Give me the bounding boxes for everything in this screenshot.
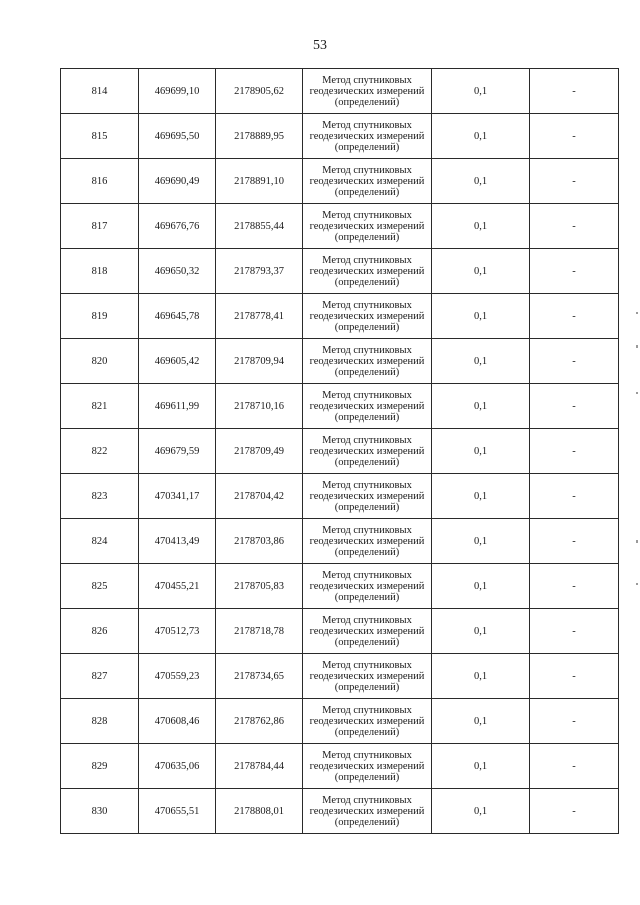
method-text-line: (определений)	[334, 816, 400, 828]
method-text-line: (определений)	[334, 546, 400, 558]
table-row	[61, 384, 619, 429]
note-cell: -	[530, 114, 619, 159]
y-coordinate-cell: 2178705,83	[216, 564, 303, 609]
note-cell: -	[530, 654, 619, 699]
method-text-line: Метод спутниковых	[322, 569, 412, 581]
precision-cell: 0,1	[432, 609, 530, 654]
precision-cell: 0,1	[432, 384, 530, 429]
method-cell	[303, 294, 432, 339]
point-number-cell: 814	[61, 69, 139, 114]
scan-margin-mark	[636, 583, 638, 585]
method-text-line: (определений)	[334, 141, 400, 153]
table-row	[61, 519, 619, 564]
table-row	[61, 204, 619, 249]
method-text-line: Метод спутниковых	[322, 74, 412, 86]
point-number-cell: 818	[61, 249, 139, 294]
method-text-line: Метод спутниковых	[322, 344, 412, 356]
table-row	[61, 474, 619, 519]
x-coordinate-cell: 469676,76	[139, 204, 216, 249]
scan-margin-mark	[636, 312, 638, 314]
y-coordinate-cell: 2178718,78	[216, 609, 303, 654]
method-text-line: геодезических измерений	[309, 805, 425, 817]
precision-cell: 0,1	[432, 564, 530, 609]
x-coordinate-cell: 470655,51	[139, 789, 216, 834]
note-cell: -	[530, 339, 619, 384]
table-row	[61, 294, 619, 339]
method-cell	[303, 609, 432, 654]
method-text-line: Метод спутниковых	[322, 299, 412, 311]
point-number-cell: 821	[61, 384, 139, 429]
method-text-line: геодезических измерений	[309, 760, 425, 772]
method-text-line: Метод спутниковых	[322, 749, 412, 761]
method-text-line: Метод спутниковых	[322, 614, 412, 626]
method-text-line: (определений)	[334, 771, 400, 783]
point-number-cell: 824	[61, 519, 139, 564]
note-cell: -	[530, 249, 619, 294]
method-text-line: геодезических измерений	[309, 220, 425, 232]
scan-margin-mark	[636, 540, 638, 543]
y-coordinate-cell: 2178855,44	[216, 204, 303, 249]
precision-cell: 0,1	[432, 519, 530, 564]
point-number-cell: 822	[61, 429, 139, 474]
method-text-line: геодезических измерений	[309, 310, 425, 322]
point-number-cell: 815	[61, 114, 139, 159]
table-row	[61, 699, 619, 744]
y-coordinate-cell: 2178793,37	[216, 249, 303, 294]
x-coordinate-cell: 469645,78	[139, 294, 216, 339]
y-coordinate-cell: 2178778,41	[216, 294, 303, 339]
table-row	[61, 339, 619, 384]
x-coordinate-cell: 470608,46	[139, 699, 216, 744]
method-text-line: геодезических измерений	[309, 580, 425, 592]
method-text-line: Метод спутниковых	[322, 254, 412, 266]
method-text-line: (определений)	[334, 96, 400, 108]
note-cell: -	[530, 69, 619, 114]
y-coordinate-cell: 2178762,86	[216, 699, 303, 744]
method-text-line: (определений)	[334, 456, 400, 468]
method-text-line: Метод спутниковых	[322, 209, 412, 221]
method-text-line: Метод спутниковых	[322, 479, 412, 491]
y-coordinate-cell: 2178784,44	[216, 744, 303, 789]
note-cell: -	[530, 294, 619, 339]
note-cell: -	[530, 159, 619, 204]
method-text-line: (определений)	[334, 186, 400, 198]
method-cell	[303, 789, 432, 834]
note-cell: -	[530, 564, 619, 609]
precision-cell: 0,1	[432, 744, 530, 789]
y-coordinate-cell: 2178734,65	[216, 654, 303, 699]
y-coordinate-cell: 2178709,94	[216, 339, 303, 384]
precision-cell: 0,1	[432, 789, 530, 834]
precision-cell: 0,1	[432, 654, 530, 699]
precision-cell: 0,1	[432, 429, 530, 474]
method-cell	[303, 429, 432, 474]
table-row	[61, 789, 619, 834]
method-text-line: (определений)	[334, 726, 400, 738]
method-text-line: геодезических измерений	[309, 715, 425, 727]
point-number-cell: 827	[61, 654, 139, 699]
point-number-cell: 826	[61, 609, 139, 654]
method-cell	[303, 654, 432, 699]
point-number-cell: 829	[61, 744, 139, 789]
x-coordinate-cell: 469650,32	[139, 249, 216, 294]
method-cell	[303, 159, 432, 204]
page-number: 53	[313, 38, 327, 53]
note-cell: -	[530, 609, 619, 654]
precision-cell: 0,1	[432, 159, 530, 204]
y-coordinate-cell: 2178709,49	[216, 429, 303, 474]
precision-cell: 0,1	[432, 339, 530, 384]
note-cell: -	[530, 474, 619, 519]
point-number-cell: 819	[61, 294, 139, 339]
method-cell	[303, 744, 432, 789]
table-row	[61, 159, 619, 204]
method-text-line: (определений)	[334, 681, 400, 693]
method-cell	[303, 114, 432, 159]
method-cell	[303, 339, 432, 384]
method-text-line: (определений)	[334, 636, 400, 648]
x-coordinate-cell: 469699,10	[139, 69, 216, 114]
note-cell: -	[530, 384, 619, 429]
method-text-line: (определений)	[334, 366, 400, 378]
y-coordinate-cell: 2178905,62	[216, 69, 303, 114]
x-coordinate-cell: 469690,49	[139, 159, 216, 204]
method-text-line: Метод спутниковых	[322, 164, 412, 176]
x-coordinate-cell: 470413,49	[139, 519, 216, 564]
method-text-line: (определений)	[334, 501, 400, 513]
coordinates-table-body	[61, 69, 619, 834]
method-cell	[303, 564, 432, 609]
method-text-line: геодезических измерений	[309, 130, 425, 142]
method-text-line: Метод спутниковых	[322, 659, 412, 671]
note-cell: -	[530, 744, 619, 789]
method-cell	[303, 474, 432, 519]
y-coordinate-cell: 2178808,01	[216, 789, 303, 834]
note-cell: -	[530, 519, 619, 564]
method-text-line: Метод спутниковых	[322, 389, 412, 401]
x-coordinate-cell: 470455,21	[139, 564, 216, 609]
precision-cell: 0,1	[432, 474, 530, 519]
note-cell: -	[530, 429, 619, 474]
x-coordinate-cell: 470512,73	[139, 609, 216, 654]
method-text-line: геодезических измерений	[309, 355, 425, 367]
method-text-line: Метод спутниковых	[322, 794, 412, 806]
method-text-line: геодезических измерений	[309, 175, 425, 187]
table-row	[61, 114, 619, 159]
x-coordinate-cell: 469605,42	[139, 339, 216, 384]
method-text-line: Метод спутниковых	[322, 119, 412, 131]
x-coordinate-cell: 469695,50	[139, 114, 216, 159]
point-number-cell: 825	[61, 564, 139, 609]
precision-cell: 0,1	[432, 294, 530, 339]
note-cell: -	[530, 699, 619, 744]
method-cell	[303, 204, 432, 249]
method-text-line: (определений)	[334, 411, 400, 423]
precision-cell: 0,1	[432, 249, 530, 294]
x-coordinate-cell: 470559,23	[139, 654, 216, 699]
scan-margin-mark	[636, 345, 638, 348]
point-number-cell: 816	[61, 159, 139, 204]
note-cell: -	[530, 789, 619, 834]
method-text-line: геодезических измерений	[309, 625, 425, 637]
table-row	[61, 744, 619, 789]
method-text-line: геодезических измерений	[309, 445, 425, 457]
y-coordinate-cell: 2178889,95	[216, 114, 303, 159]
table-row	[61, 609, 619, 654]
y-coordinate-cell: 2178704,42	[216, 474, 303, 519]
coordinates-table	[60, 68, 619, 834]
method-text-line: (определений)	[334, 276, 400, 288]
x-coordinate-cell: 470341,17	[139, 474, 216, 519]
method-text-line: геодезических измерений	[309, 265, 425, 277]
precision-cell: 0,1	[432, 69, 530, 114]
method-text-line: Метод спутниковых	[322, 434, 412, 446]
y-coordinate-cell: 2178891,10	[216, 159, 303, 204]
method-text-line: геодезических измерений	[309, 400, 425, 412]
precision-cell: 0,1	[432, 699, 530, 744]
note-cell: -	[530, 204, 619, 249]
scan-margin-mark	[636, 392, 638, 394]
point-number-cell: 830	[61, 789, 139, 834]
table-row	[61, 654, 619, 699]
precision-cell: 0,1	[432, 204, 530, 249]
table-row	[61, 69, 619, 114]
method-text-line: (определений)	[334, 591, 400, 603]
method-cell	[303, 69, 432, 114]
x-coordinate-cell: 470635,06	[139, 744, 216, 789]
method-cell	[303, 249, 432, 294]
table-row	[61, 429, 619, 474]
table-row	[61, 249, 619, 294]
method-text-line: Метод спутниковых	[322, 524, 412, 536]
point-number-cell: 820	[61, 339, 139, 384]
point-number-cell: 817	[61, 204, 139, 249]
method-text-line: (определений)	[334, 231, 400, 243]
y-coordinate-cell: 2178703,86	[216, 519, 303, 564]
method-cell	[303, 519, 432, 564]
x-coordinate-cell: 469679,59	[139, 429, 216, 474]
precision-cell: 0,1	[432, 114, 530, 159]
point-number-cell: 823	[61, 474, 139, 519]
point-number-cell: 828	[61, 699, 139, 744]
method-text-line: геодезических измерений	[309, 490, 425, 502]
method-text-line: (определений)	[334, 321, 400, 333]
method-text-line: Метод спутниковых	[322, 704, 412, 716]
table-row	[61, 564, 619, 609]
method-cell	[303, 384, 432, 429]
method-text-line: геодезических измерений	[309, 85, 425, 97]
method-text-line: геодезических измерений	[309, 670, 425, 682]
method-cell	[303, 699, 432, 744]
method-text-line: геодезических измерений	[309, 535, 425, 547]
x-coordinate-cell: 469611,99	[139, 384, 216, 429]
y-coordinate-cell: 2178710,16	[216, 384, 303, 429]
